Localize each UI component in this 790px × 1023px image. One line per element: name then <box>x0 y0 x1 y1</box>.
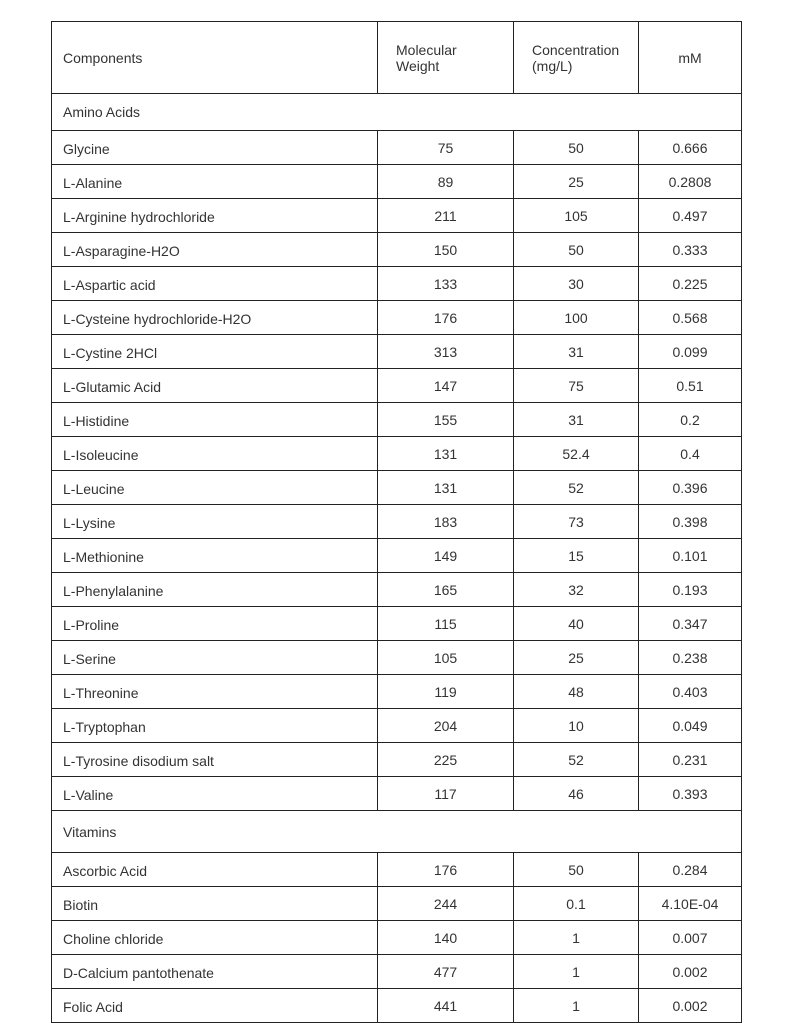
table-row <box>52 471 742 505</box>
concentration-cell: 52.4 <box>514 437 639 471</box>
component-name-cell: Choline chloride <box>52 921 378 955</box>
table-row <box>52 335 742 369</box>
section-row <box>52 811 742 853</box>
component-name-cell: L-Phenylalanine <box>52 573 378 607</box>
table-row <box>52 505 742 539</box>
concentration-cell: 0.1 <box>514 887 639 921</box>
molecular-weight-cell: 133 <box>378 267 514 301</box>
concentration-cell: 50 <box>514 233 639 267</box>
molecular-weight-cell: 183 <box>378 505 514 539</box>
component-name-cell: L-Alanine <box>52 165 378 199</box>
mm-cell: 0.497 <box>639 199 742 233</box>
molecular-weight-cell: 147 <box>378 369 514 403</box>
concentration-cell: 105 <box>514 199 639 233</box>
concentration-cell: 40 <box>514 607 639 641</box>
component-name-cell: L-Valine <box>52 777 378 811</box>
mm-cell: 0.225 <box>639 267 742 301</box>
mm-cell: 0.2808 <box>639 165 742 199</box>
component-name-cell: Folic Acid <box>52 989 378 1023</box>
table-body <box>52 94 742 1023</box>
concentration-cell: 75 <box>514 369 639 403</box>
component-name-cell: L-Histidine <box>52 403 378 437</box>
table-row <box>52 709 742 743</box>
mm-cell: 0.238 <box>639 641 742 675</box>
component-name-cell: L-Leucine <box>52 471 378 505</box>
table-row <box>52 301 742 335</box>
header-row <box>52 22 742 94</box>
molecular-weight-cell: 115 <box>378 607 514 641</box>
molecular-weight-cell: 131 <box>378 437 514 471</box>
component-name-cell: L-Cystine 2HCl <box>52 335 378 369</box>
concentration-cell: 100 <box>514 301 639 335</box>
table-row <box>52 955 742 989</box>
component-name-cell: L-Glutamic Acid <box>52 369 378 403</box>
molecular-weight-cell: 75 <box>378 131 514 165</box>
component-name-cell: L-Proline <box>52 607 378 641</box>
concentration-cell: 30 <box>514 267 639 301</box>
concentration-cell: 1 <box>514 921 639 955</box>
header-concentration <box>514 22 639 94</box>
mm-cell: 0.333 <box>639 233 742 267</box>
table-row <box>52 199 742 233</box>
table-row <box>52 989 742 1023</box>
mm-cell: 0.007 <box>639 921 742 955</box>
molecular-weight-cell: 105 <box>378 641 514 675</box>
table-row <box>52 607 742 641</box>
mm-cell: 0.4 <box>639 437 742 471</box>
component-name-cell: L-Asparagine-H2O <box>52 233 378 267</box>
table-row <box>52 131 742 165</box>
mm-cell: 0.347 <box>639 607 742 641</box>
concentration-cell: 1 <box>514 955 639 989</box>
section-title: Amino Acids <box>52 94 742 131</box>
molecular-weight-cell: 477 <box>378 955 514 989</box>
molecular-weight-cell: 441 <box>378 989 514 1023</box>
molecular-weight-cell: 131 <box>378 471 514 505</box>
table-container <box>51 21 741 1023</box>
component-name-cell: Biotin <box>52 887 378 921</box>
section-row <box>52 94 742 131</box>
table-row <box>52 743 742 777</box>
component-name-cell: L-Methionine <box>52 539 378 573</box>
table-row <box>52 165 742 199</box>
component-name-cell: Glycine <box>52 131 378 165</box>
concentration-cell: 73 <box>514 505 639 539</box>
mm-cell: 0.396 <box>639 471 742 505</box>
molecular-weight-cell: 313 <box>378 335 514 369</box>
header-components: Components <box>52 22 378 94</box>
concentration-cell: 25 <box>514 641 639 675</box>
mm-cell: 0.193 <box>639 573 742 607</box>
mm-cell: 0.568 <box>639 301 742 335</box>
mm-cell: 0.231 <box>639 743 742 777</box>
mm-cell: 0.002 <box>639 989 742 1023</box>
mm-cell: 0.666 <box>639 131 742 165</box>
mm-cell: 0.049 <box>639 709 742 743</box>
component-name-cell: L-Tyrosine disodium salt <box>52 743 378 777</box>
mm-cell: 0.002 <box>639 955 742 989</box>
mm-cell: 0.403 <box>639 675 742 709</box>
concentration-cell: 50 <box>514 853 639 887</box>
component-name-cell: L-Cysteine hydrochloride-H2O <box>52 301 378 335</box>
concentration-cell: 48 <box>514 675 639 709</box>
molecular-weight-cell: 89 <box>378 165 514 199</box>
table-row <box>52 887 742 921</box>
concentration-cell: 46 <box>514 777 639 811</box>
concentration-cell: 50 <box>514 131 639 165</box>
concentration-cell: 31 <box>514 335 639 369</box>
components-table <box>51 21 742 1023</box>
molecular-weight-cell: 211 <box>378 199 514 233</box>
table-row <box>52 403 742 437</box>
concentration-cell: 10 <box>514 709 639 743</box>
concentration-cell: 52 <box>514 743 639 777</box>
molecular-weight-cell: 176 <box>378 853 514 887</box>
molecular-weight-cell: 117 <box>378 777 514 811</box>
component-name-cell: D-Calcium pantothenate <box>52 955 378 989</box>
molecular-weight-cell: 165 <box>378 573 514 607</box>
concentration-cell: 25 <box>514 165 639 199</box>
table-row <box>52 233 742 267</box>
component-name-cell: L-Lysine <box>52 505 378 539</box>
molecular-weight-cell: 119 <box>378 675 514 709</box>
mm-cell: 0.284 <box>639 853 742 887</box>
mm-cell: 0.51 <box>639 369 742 403</box>
mm-cell: 0.393 <box>639 777 742 811</box>
concentration-cell: 31 <box>514 403 639 437</box>
molecular-weight-cell: 149 <box>378 539 514 573</box>
concentration-cell: 32 <box>514 573 639 607</box>
concentration-cell: 52 <box>514 471 639 505</box>
molecular-weight-cell: 176 <box>378 301 514 335</box>
mm-cell: 0.101 <box>639 539 742 573</box>
concentration-cell: 1 <box>514 989 639 1023</box>
table-row <box>52 539 742 573</box>
concentration-cell: 15 <box>514 539 639 573</box>
mm-cell: 4.10E-04 <box>639 887 742 921</box>
molecular-weight-cell: 204 <box>378 709 514 743</box>
mm-cell: 0.099 <box>639 335 742 369</box>
table-row <box>52 921 742 955</box>
molecular-weight-cell: 155 <box>378 403 514 437</box>
table-row <box>52 267 742 301</box>
component-name-cell: L-Isoleucine <box>52 437 378 471</box>
mm-cell: 0.2 <box>639 403 742 437</box>
table-row <box>52 573 742 607</box>
table-row <box>52 777 742 811</box>
molecular-weight-cell: 225 <box>378 743 514 777</box>
component-name-cell: L-Aspartic acid <box>52 267 378 301</box>
component-name-cell: L-Threonine <box>52 675 378 709</box>
component-name-cell: L-Serine <box>52 641 378 675</box>
header-molecular-weight-label: Molecular Weight <box>396 41 457 74</box>
molecular-weight-cell: 244 <box>378 887 514 921</box>
component-name-cell: L-Arginine hydrochloride <box>52 199 378 233</box>
component-name-cell: Ascorbic Acid <box>52 853 378 887</box>
table-row <box>52 853 742 887</box>
mm-cell: 0.398 <box>639 505 742 539</box>
molecular-weight-cell: 150 <box>378 233 514 267</box>
header-mm: mM <box>639 22 742 94</box>
component-name-cell: L-Tryptophan <box>52 709 378 743</box>
table-row <box>52 369 742 403</box>
section-title: Vitamins <box>52 811 742 853</box>
header-molecular-weight <box>378 22 514 94</box>
table-row <box>52 437 742 471</box>
header-concentration-label: Concentration (mg/L) <box>532 41 620 74</box>
table-row <box>52 675 742 709</box>
molecular-weight-cell: 140 <box>378 921 514 955</box>
table-row <box>52 641 742 675</box>
